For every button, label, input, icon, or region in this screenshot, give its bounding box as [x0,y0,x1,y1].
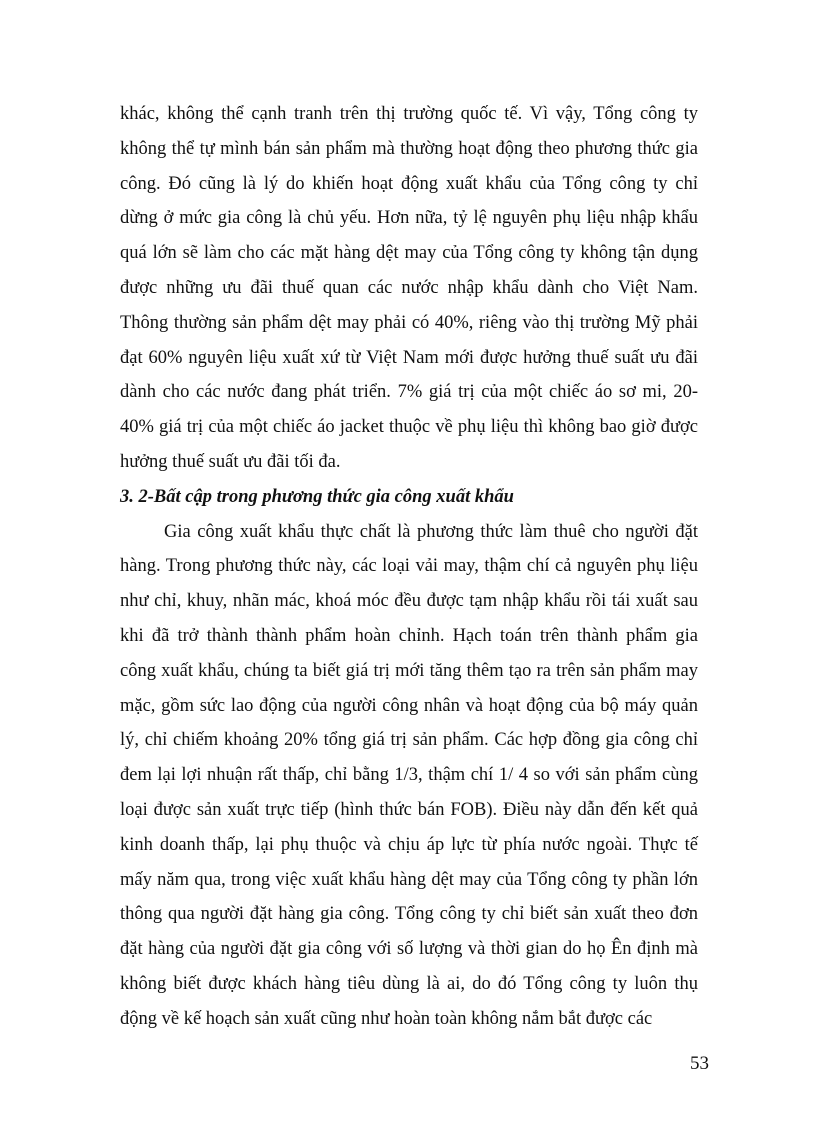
paragraph-2 [120,515,698,1037]
text-line: công xuất khẩu, chúng ta biết giá trị mới tăng thêm tạo ra trên sản phẩm may [120,660,698,681]
text-line: khác, không thể cạnh tranh trên thị trường quốc tế. Vì vậy, Tổng công ty [120,104,698,124]
text-line: quá lớn sẽ làm cho các mặt hàng dệt may của Tổng công ty không tận dụng [120,243,698,264]
body-text [120,97,698,1037]
text-line: 40% giá trị của một chiếc áo jacket thuộc về phụ liệu thì không bao giờ được [120,417,698,438]
text-line: mấy năm qua, trong việc xuất khẩu hàng dệt may của Tổng công ty phần lớn [120,869,698,890]
text-line: động về kế hoạch sản xuất cũng như hoàn toàn không nắm bắt được các [120,1008,653,1029]
text-line: dành cho các nước đang phát triển. 7% giá trị của một chiếc áo sơ mi, 20- [120,382,698,403]
text-line: đạt 60% nguyên liệu xuất xứ từ Việt Nam mới được hưởng thuế suất ưu đãi [120,347,698,368]
text-line: Thông thường sản phẩm dệt may phải có 40%, riêng vào thị trường Mỹ phải [120,312,698,333]
text-line: dừng ở mức gia công là chủ yếu. Hơn nữa, tỷ lệ nguyên phụ liệu nhập khẩu [120,208,698,229]
text-line: hàng. Trong phương thức này, các loại vải may, thậm chí cả nguyên phụ liệu [120,556,698,577]
text-line: loại được sản xuất trực tiếp (hình thức bán FOB). Điều này dẫn đến kết quả [120,799,698,820]
text-line: như chỉ, khuy, nhãn mác, khoá móc đều được tạm nhập khẩu rồi tái xuất sau [120,591,698,612]
text-line: kinh doanh thấp, lại phụ thuộc và chịu áp lực từ phía nước ngoài. Thực tế [120,834,698,855]
paragraph-1 [120,97,698,480]
text-line: được những ưu đãi thuế quan các nước nhập khẩu dành cho Việt Nam. [120,277,698,298]
text-line: không biết được khách hàng tiêu dùng là ai, do đó Tổng công ty luôn thụ [120,973,698,994]
text-line: thông qua người đặt hàng gia công. Tổng công ty chỉ biết sản xuất theo đơn [120,904,698,925]
text-line: hưởng thuế suất ưu đãi tối đa. [120,451,341,472]
text-line: đem lại lợi nhuận rất thấp, chỉ bằng 1/3, thậm chí 1/ 4 so với sản phẩm cùng [120,765,698,786]
text-line: Gia công xuất khẩu thực chất là phương thức làm thuê cho người đặt [164,521,698,542]
text-line: mặc, gồm sức lao động của người công nhân và hoạt động của bộ máy quản [120,695,698,716]
page-number: 53 [690,1053,709,1074]
text-line: đặt hàng của người đặt gia công với số lượng và thời gian do họ Ên định mà [120,939,698,960]
text-line: lý, chỉ chiếm khoảng 20% tổng giá trị sản phẩm. Các hợp đồng gia công chỉ [120,730,698,751]
text-line: khi đã trở thành thành phẩm hoàn chỉnh. Hạch toán trên thành phẩm gia [120,625,698,646]
text-line: công. Đó cũng là lý do khiến hoạt động xuất khẩu của Tổng công ty chỉ [120,173,698,194]
section-heading: 3. 2-Bất cập trong phương thức gia công xuất khẩu [120,486,514,507]
text-line: không thể tự mình bán sản phẩm mà thường hoạt động theo phương thức gia [120,138,698,159]
